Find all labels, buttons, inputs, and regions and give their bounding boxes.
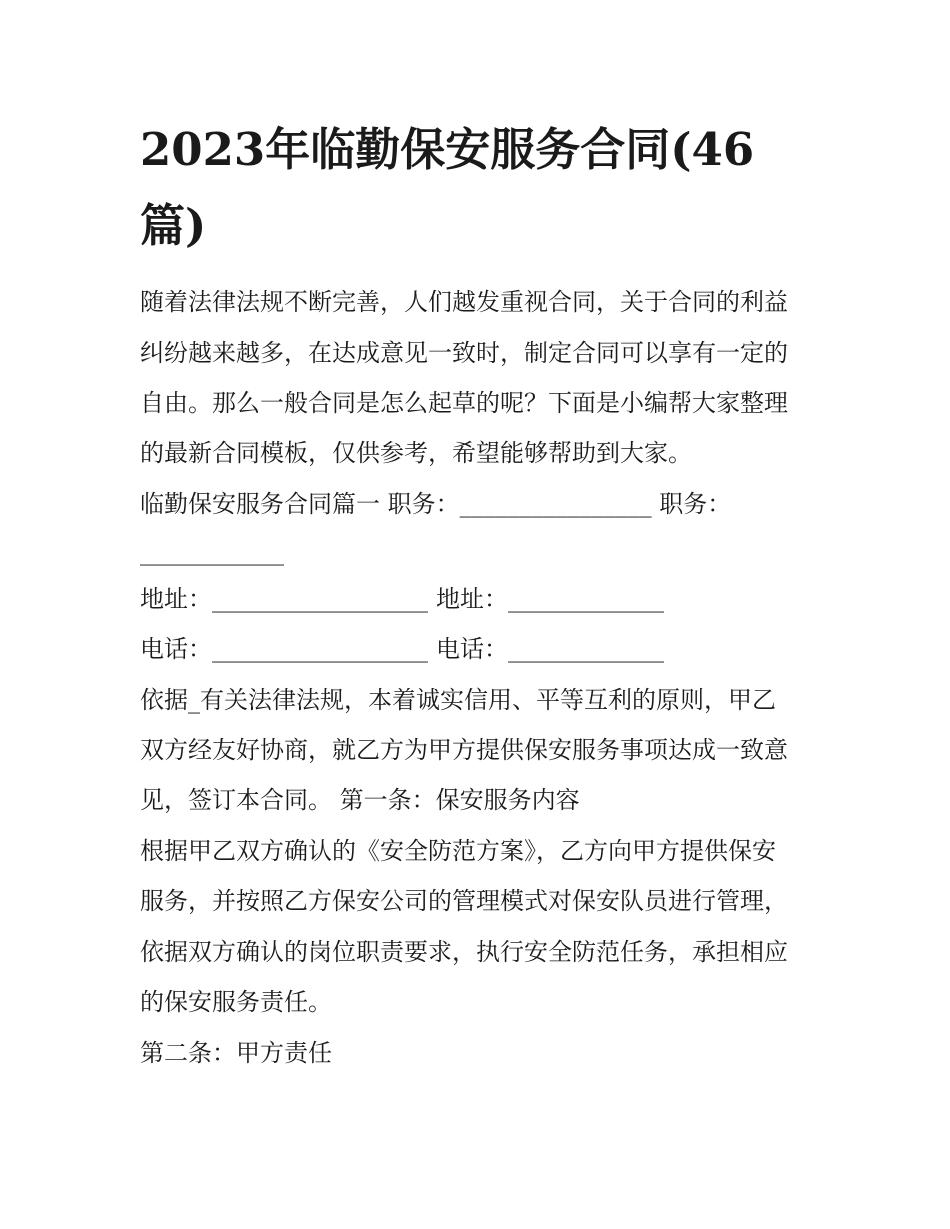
phone-left: 电话：__________________ [140, 635, 428, 663]
intro-line-4: 的最新合同模板，仅供参考，希望能够帮助到大家。 [140, 439, 692, 467]
phone-row [140, 634, 830, 664]
phone-right: 电话：_____________ [436, 635, 664, 663]
title-line-2: 篇) [140, 199, 207, 252]
basis-line-2: 双方经友好协商，就乙方为甲方提供保安服务事项达成一致意 [140, 736, 788, 764]
article1-line-1: 根据甲乙双方确认的《安全防范方案》，乙方向甲方提供保安 [140, 837, 776, 865]
intro-line-3: 自由。那么一般合同是怎么起草的呢？下面是小编帮大家整理 [140, 389, 788, 417]
article1-line-3: 依据双方确认的岗位职责要求，执行安全防范任务，承担相应 [140, 938, 788, 966]
basis-line-1: 依据_有关法律法规，本着诚实信用、平等互利的原则，甲乙 [140, 686, 776, 714]
address-row [140, 584, 830, 614]
section1-blank: ____________ [140, 538, 284, 566]
basis-line-3: 见，签订本合同。 第一条：保安服务内容 [140, 786, 580, 814]
article1-line-2: 服务，并按照乙方保安公司的管理模式对保安队员进行管理， [140, 887, 788, 915]
article2-heading: 第二条：甲方责任 [140, 1039, 332, 1067]
article1-line-4: 的保安服务责任。 [140, 988, 332, 1016]
intro-line-1: 随着法律法规不断完善，人们越发重视合同，关于合同的利益 [140, 288, 788, 316]
intro-line-2: 纠纷越来越多，在达成意见一致时，制定合同可以享有一定的 [140, 339, 788, 367]
section1-heading: 临勤保安服务合同篇一 职务：________________ 职务： [140, 490, 732, 518]
address-right: 地址：_____________ [436, 585, 664, 613]
document-title [140, 112, 820, 264]
title-line-1: 2023年临勤保安服务合同(46 [140, 123, 755, 176]
address-left: 地址：__________________ [140, 585, 428, 613]
